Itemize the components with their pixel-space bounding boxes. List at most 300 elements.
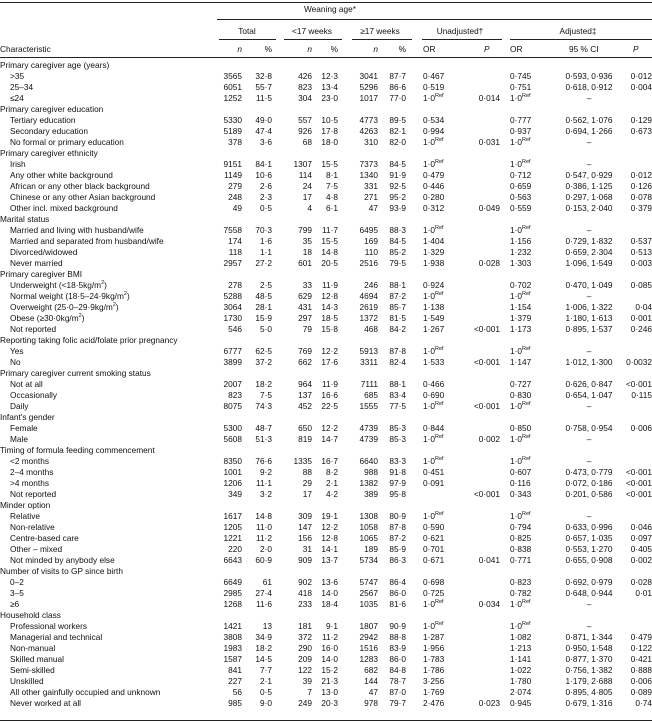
table-row <box>0 456 652 467</box>
cell-value: <0·001 <box>625 489 652 499</box>
cell-value: 0·950, 1·548 <box>565 643 613 653</box>
cell-ci <box>554 456 624 467</box>
cell-value: 0·280 <box>423 192 445 202</box>
cell-value: 1·769 <box>423 687 445 697</box>
cell-n <box>215 137 242 148</box>
cell-value: 1·0 <box>510 511 522 521</box>
row-label-text: Unskilled <box>10 676 44 686</box>
row-label <box>10 258 63 269</box>
cell-ap <box>612 478 652 489</box>
cell-value: 11·9 <box>322 379 338 389</box>
row-label <box>10 280 107 291</box>
cell-aor <box>510 247 550 258</box>
cell-value: – <box>586 93 592 103</box>
cell-value: <0·001 <box>473 489 500 499</box>
cell-n <box>215 555 242 566</box>
row-label-text: Not reported <box>10 324 57 334</box>
cell-value: 0·838 <box>510 544 532 554</box>
cell-aor <box>510 401 550 412</box>
cell-aor <box>510 654 550 665</box>
cell-value: 2007 <box>223 379 242 389</box>
row-label-text: Non-manual <box>10 643 56 653</box>
cell-value: 15·8 <box>321 324 338 334</box>
cell-value: 11·2 <box>256 533 272 543</box>
cell-value: 964 <box>298 379 312 389</box>
cell-n1 <box>284 137 312 148</box>
cell-value: 0·729, 1·832 <box>565 236 613 246</box>
cell-value: 1·0 <box>423 599 435 609</box>
cell-value: 11·5 <box>256 93 272 103</box>
cell-uor <box>423 687 463 698</box>
cell-p1 <box>314 654 338 665</box>
cell-value: 2985 <box>223 588 242 598</box>
cell-ap <box>612 467 652 478</box>
cell-p1 <box>314 467 338 478</box>
cell-p2 <box>382 654 406 665</box>
row-label <box>10 313 84 324</box>
cell-value: 11·0 <box>256 522 272 532</box>
cell-value: 12·3 <box>321 71 338 81</box>
cell-value: 82·1 <box>389 126 406 136</box>
cell-up <box>455 698 500 709</box>
cell-p2 <box>382 555 406 566</box>
cell-value: 1035 <box>359 599 378 609</box>
cell-aor <box>510 170 550 181</box>
cell-n2 <box>350 313 378 324</box>
cell-p2 <box>382 379 406 390</box>
section-label: Reporting taking folic acid/folate prior pregnancy <box>0 335 178 345</box>
cell-p1 <box>314 698 338 709</box>
table-row <box>0 511 652 522</box>
table-row <box>0 225 652 236</box>
cell-pct <box>248 467 272 478</box>
cell-p1 <box>314 302 338 313</box>
ref-superscript: Ref <box>522 225 531 232</box>
cell-n2 <box>350 599 378 610</box>
cell-n2 <box>350 225 378 236</box>
cell-value: 3·256 <box>423 676 445 686</box>
cell-aor <box>510 225 550 236</box>
cell-p2 <box>382 192 406 203</box>
cell-value: 47 <box>368 203 378 213</box>
cell-n <box>215 478 242 489</box>
cell-value: 4694 <box>359 291 378 301</box>
cell-value: 77·5 <box>389 401 406 411</box>
cell-value: 310 <box>364 137 378 147</box>
table-row <box>0 126 652 137</box>
cell-value: 81·5 <box>389 313 406 323</box>
cell-value: 0·012 <box>630 71 652 81</box>
cell-value: 14·8 <box>321 247 338 257</box>
cell-value: 1·154 <box>510 302 532 312</box>
cell-ap <box>612 588 652 599</box>
cell-uor <box>423 478 463 489</box>
cell-uor <box>423 665 463 676</box>
cell-value: 62·5 <box>255 346 272 356</box>
cell-value: 1221 <box>223 533 242 543</box>
table-row <box>0 522 652 533</box>
cell-value: 11·1 <box>256 478 272 488</box>
cell-value: 1001 <box>223 467 242 477</box>
cell-value: 144 <box>364 676 378 686</box>
table-row <box>0 489 652 500</box>
cell-n <box>215 423 242 434</box>
cell-p2 <box>382 313 406 324</box>
row-label <box>10 643 55 654</box>
section-label: Primary caregiver ethnicity <box>0 148 98 158</box>
cell-value: 29 <box>302 478 312 488</box>
cell-value: 0·633, 0·996 <box>565 522 613 532</box>
cell-p2 <box>382 126 406 137</box>
lt17-header: <17 weeks <box>292 26 332 36</box>
row-label-text: Married and living with husband/wife <box>10 225 144 235</box>
cell-pct <box>248 577 272 588</box>
cell-value: 452 <box>298 401 312 411</box>
cell-value: 0·830 <box>510 390 532 400</box>
cell-value: 4739 <box>359 423 378 433</box>
weaning-age-rule <box>217 19 652 20</box>
cell-p1 <box>314 181 338 192</box>
cell-uor <box>423 654 463 665</box>
cell-n1 <box>284 247 312 258</box>
cell-p1 <box>314 225 338 236</box>
cell-n2 <box>350 159 378 170</box>
header-bottom-rule <box>0 57 652 58</box>
cell-value: 1·0 <box>423 159 435 169</box>
cell-n2 <box>350 280 378 291</box>
cell-ci <box>554 599 624 610</box>
cell-aor <box>510 302 550 313</box>
section-header <box>0 412 652 423</box>
cell-pct <box>248 82 272 93</box>
cell-value: 685 <box>364 390 378 400</box>
cell-value: <0·001 <box>625 379 652 389</box>
cell-n2 <box>350 346 378 357</box>
cell-up <box>455 489 500 500</box>
cell-value: 118 <box>228 247 242 257</box>
cell-n <box>215 522 242 533</box>
cell-value: 823 <box>298 82 312 92</box>
row-label-text: Not minded by anybody else <box>10 555 115 565</box>
cell-ap <box>612 71 652 82</box>
table-row <box>0 302 652 313</box>
table-row <box>0 687 652 698</box>
table-row <box>0 577 652 588</box>
cell-value: 14·0 <box>321 654 338 664</box>
cell-value: 5734 <box>359 555 378 565</box>
cell-value: 0·085 <box>630 280 652 290</box>
cell-value: 91·9 <box>389 170 406 180</box>
section-header <box>0 60 652 71</box>
cell-value: 2·5 <box>260 280 272 290</box>
row-label-tail: ) <box>115 302 119 312</box>
cell-value: 0·126 <box>630 181 652 191</box>
cell-pct <box>248 390 272 401</box>
cell-ci <box>554 434 624 445</box>
cell-value: 88·3 <box>389 225 406 235</box>
row-label-text: Daily <box>10 401 29 411</box>
cell-value: 9·2 <box>260 467 272 477</box>
cell-p2 <box>382 511 406 522</box>
cell-p2 <box>382 247 406 258</box>
cell-value: 1205 <box>223 522 242 532</box>
cell-value: 4773 <box>359 115 378 125</box>
cell-aor <box>510 511 550 522</box>
cell-value: 20·5 <box>321 258 338 268</box>
cell-p1 <box>314 511 338 522</box>
cell-n1 <box>284 280 312 291</box>
row-label <box>10 588 24 599</box>
cell-aor <box>510 71 550 82</box>
cell-value: 1·0 <box>510 291 522 301</box>
cell-n2 <box>350 423 378 434</box>
cell-p1 <box>314 192 338 203</box>
cell-value: 181 <box>298 621 312 631</box>
unit-superscript: 2 <box>123 291 127 298</box>
cell-value: 1·6 <box>260 236 272 246</box>
cell-value: 87·7 <box>389 71 406 81</box>
cell-value: 601 <box>298 258 312 268</box>
cell-uor <box>423 632 463 643</box>
cell-value: 1421 <box>223 621 242 631</box>
cell-n2 <box>350 302 378 313</box>
cell-value: 1·0 <box>510 401 522 411</box>
cell-value: 290 <box>298 643 312 653</box>
cell-value: 16·6 <box>321 390 338 400</box>
cell-n <box>215 467 242 478</box>
cell-p1 <box>314 203 338 214</box>
cell-n2 <box>350 137 378 148</box>
cell-p2 <box>382 467 406 478</box>
cell-value: 1555 <box>359 401 378 411</box>
cell-value: 2·476 <box>423 698 445 708</box>
cell-value: 7·5 <box>260 390 272 400</box>
cell-n1 <box>284 654 312 665</box>
cell-value: 6051 <box>223 82 242 92</box>
cell-value: 1·0 <box>423 225 435 235</box>
table-row <box>0 401 652 412</box>
row-label <box>10 115 76 126</box>
cell-value: 1206 <box>223 478 242 488</box>
cell-value: 0·312 <box>423 203 445 213</box>
row-label-text: Semi-skilled <box>10 665 55 675</box>
cell-value: 11·6 <box>256 599 272 609</box>
cell-uor <box>423 181 463 192</box>
cell-n1 <box>284 159 312 170</box>
cell-pct <box>248 643 272 654</box>
cell-value: 86·4 <box>389 577 406 587</box>
cell-pct <box>248 511 272 522</box>
cell-value: 1372 <box>359 313 378 323</box>
row-label <box>10 181 150 192</box>
cell-value: 7·7 <box>260 665 272 675</box>
cell-n2 <box>350 698 378 709</box>
cell-n2 <box>350 203 378 214</box>
cell-value: 0·467 <box>423 71 445 81</box>
table-row <box>0 170 652 181</box>
cell-ci <box>554 346 624 357</box>
cell-value: 1·179, 2·688 <box>565 676 613 686</box>
ref-superscript: Ref <box>522 621 531 628</box>
cell-value: 0·451 <box>423 467 445 477</box>
cell-n <box>215 357 242 368</box>
cell-pct <box>248 489 272 500</box>
cell-value: 546 <box>228 324 242 334</box>
cell-value: 110 <box>364 247 378 257</box>
row-label-text: Not at all <box>10 379 43 389</box>
ref-superscript: Ref <box>522 599 531 606</box>
cell-pct <box>248 544 272 555</box>
cell-p2 <box>382 357 406 368</box>
cell-p1 <box>314 170 338 181</box>
table-row <box>0 346 652 357</box>
cell-value: 304 <box>298 93 312 103</box>
cell-value: 0·002 <box>478 434 500 444</box>
ref-superscript: Ref <box>435 456 444 463</box>
cell-value: 11·9 <box>322 280 338 290</box>
cell-value: 0·553, 1·270 <box>565 544 613 554</box>
cell-n1 <box>284 115 312 126</box>
cell-n1 <box>284 676 312 687</box>
cell-value: 48·7 <box>255 423 272 433</box>
cell-n1 <box>284 82 312 93</box>
cell-value: 1·0 <box>423 511 435 521</box>
cell-value: 0·513 <box>630 247 652 257</box>
cell-value: 1807 <box>359 621 378 631</box>
cell-aor <box>510 676 550 687</box>
row-label <box>10 599 19 610</box>
row-label-text: ≥6 <box>10 599 20 609</box>
cell-p1 <box>314 390 338 401</box>
cell-uor <box>423 225 463 236</box>
cell-value: 14·3 <box>321 302 338 312</box>
cell-value: 47 <box>368 687 378 697</box>
cell-p1 <box>314 126 338 137</box>
section-header <box>0 368 652 379</box>
cell-value: 926 <box>298 126 312 136</box>
cell-n <box>215 379 242 390</box>
ref-superscript: Ref <box>522 346 531 353</box>
cell-value: – <box>586 621 592 631</box>
cell-aor <box>510 577 550 588</box>
cell-n <box>215 181 242 192</box>
row-label-text: Female <box>10 423 38 433</box>
cell-ap <box>612 236 652 247</box>
cell-ap <box>612 489 652 500</box>
ref-superscript: Ref <box>435 511 444 518</box>
table-row <box>0 258 652 269</box>
cell-value: 93·9 <box>389 203 406 213</box>
table-row <box>0 313 652 324</box>
cell-n <box>215 632 242 643</box>
cell-value: – <box>586 137 592 147</box>
cell-aor <box>510 346 550 357</box>
row-label-tail: ) <box>126 291 130 301</box>
cell-n <box>215 390 242 401</box>
cell-value: 209 <box>298 654 312 664</box>
cell-value: 418 <box>298 588 312 598</box>
cell-value: 1·287 <box>423 632 445 642</box>
cell-value: 0·618, 0·912 <box>565 82 613 92</box>
cell-uor <box>423 533 463 544</box>
cell-value: 0·692, 0·979 <box>565 577 613 587</box>
cell-value: 55·7 <box>255 82 272 92</box>
cell-value: 249 <box>298 698 312 708</box>
cell-value: 0·089 <box>630 687 652 697</box>
section-label: Marital status <box>0 214 50 224</box>
row-label-text: Male <box>10 434 28 444</box>
table-row <box>0 247 652 258</box>
adjusted-header: Adjusted‡ <box>559 26 597 36</box>
cell-n1 <box>284 203 312 214</box>
cell-p2 <box>382 665 406 676</box>
row-label <box>10 82 33 93</box>
cell-value: 1·0 <box>510 93 522 103</box>
cell-value: 0·041 <box>478 555 500 565</box>
cell-n2 <box>350 357 378 368</box>
cell-value: 88·8 <box>389 632 406 642</box>
cell-n1 <box>284 390 312 401</box>
cell-n2 <box>350 544 378 555</box>
row-label <box>10 390 57 401</box>
cell-p1 <box>314 258 338 269</box>
cell-p2 <box>382 390 406 401</box>
cell-value: 82·4 <box>389 357 406 367</box>
cell-n <box>215 687 242 698</box>
cell-p1 <box>314 247 338 258</box>
cell-pct <box>248 93 272 104</box>
cell-value: 650 <box>298 423 312 433</box>
cell-pct <box>248 236 272 247</box>
cell-ap <box>612 654 652 665</box>
cell-value: 4·8 <box>326 192 338 202</box>
cell-p1 <box>314 478 338 489</box>
cell-pct <box>248 676 272 687</box>
cell-value: 84·2 <box>389 324 406 334</box>
cell-value: 78·7 <box>389 676 406 686</box>
cell-aor <box>510 478 550 489</box>
cell-uor <box>423 115 463 126</box>
cell-pct <box>248 192 272 203</box>
cell-value: 5296 <box>359 82 378 92</box>
cell-up <box>455 258 500 269</box>
cell-value: 88 <box>302 467 312 477</box>
section-label: Household class <box>0 610 61 620</box>
cell-value: 0·659 <box>510 181 532 191</box>
cell-value: 0·028 <box>478 258 500 268</box>
cell-aor <box>510 434 550 445</box>
cell-value: 2619 <box>359 302 378 312</box>
cell-aor <box>510 357 550 368</box>
cell-ap <box>612 687 652 698</box>
cell-value: 799 <box>298 225 312 235</box>
cell-value: 14·5 <box>255 654 272 664</box>
cell-up <box>455 324 500 335</box>
cell-n1 <box>284 467 312 478</box>
cell-value: 0·078 <box>630 192 652 202</box>
cell-value: 1·938 <box>423 258 445 268</box>
cell-value: 0·607 <box>510 467 532 477</box>
cell-aor <box>510 599 550 610</box>
cell-value: 0·122 <box>630 643 652 653</box>
section-header <box>0 269 652 280</box>
cell-aor <box>510 126 550 137</box>
cell-ap <box>612 423 652 434</box>
cell-p2 <box>382 698 406 709</box>
cell-value: 16·0 <box>321 643 338 653</box>
cell-value: 15·2 <box>321 665 338 675</box>
cell-n2 <box>350 478 378 489</box>
